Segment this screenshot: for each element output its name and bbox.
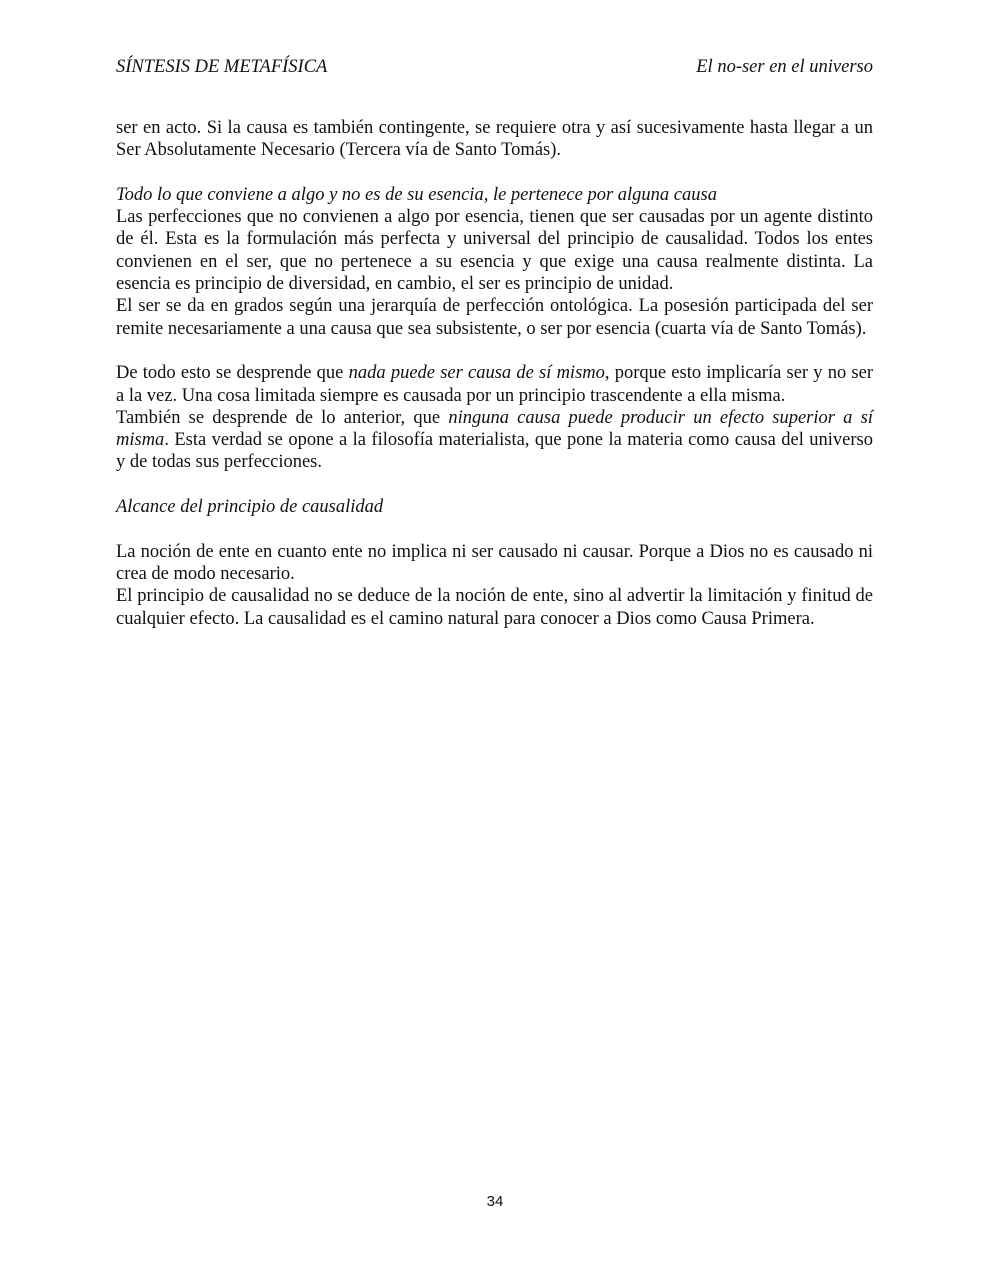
page-body xyxy=(116,117,873,630)
section-heading-alcance: Alcance del principio de causalidad xyxy=(116,497,384,518)
paragraph-7: El principio de causalidad no se deduce de la noción de ente, sino al advertir la limitación y finitud de cualquier efecto. La causalidad es el camino natural para conocer a Dios como Causa Primera. xyxy=(116,586,873,629)
paragraph-5-emphasis: ninguna causa puede producir un efecto superior a sí misma xyxy=(116,407,873,451)
header-chapter-title: El no-ser en el universo xyxy=(696,57,873,77)
paragraph-2: Las perfecciones que no convienen a algo por esencia, tienen que ser causadas por un agente distinto de él. Esta es la formulación más perfecta y universal del principio de causalidad. Todos los entes convienen en el ser, que no pertenece a su esencia y que exige una causa realmente distinta. La esencia es principio de diversidad, en cambio, el ser es principio de unidad. xyxy=(116,207,873,295)
paragraph-1: ser en acto. Si la causa es también contingente, se requiere otra y así sucesivamente hasta llegar a un Ser Absolutamente Necesario (Tercera vía de Santo Tomás). xyxy=(116,118,873,161)
section-heading-causa: Todo lo que conviene a algo y no es de su esencia, le pertenece por alguna causa xyxy=(116,184,717,205)
paragraph-4 xyxy=(116,362,873,407)
paragraph-4-emphasis: nada puede ser causa de sí mismo xyxy=(348,363,605,384)
paragraph-3: El ser se da en grados según una jerarquía de perfección ontológica. La posesión participada del ser remite necesariamente a una causa que sea subsistente, o ser por esencia (cuarta vía de Santo Tomás). xyxy=(116,296,873,339)
running-header xyxy=(116,57,873,83)
header-book-title: SÍNTESIS DE METAFÍSICA xyxy=(116,57,328,77)
paragraph-5 xyxy=(116,407,873,474)
paragraph-4-text-a: De todo esto se desprende que xyxy=(116,363,349,384)
page-number: 34 xyxy=(486,1193,504,1210)
paragraph-4-text-c: , porque esto implicaría ser y no ser a la vez. Una cosa limitada siempre es causada por un principio trascendente a ella misma. xyxy=(116,363,873,406)
paragraph-5-text-c: . Esta verdad se opone a la filosofía materialista, que pone la materia como causa del universo y de todas sus perfecciones. xyxy=(116,430,873,473)
paragraph-6: La noción de ente en cuanto ente no implica ni ser causado ni causar. Porque a Dios no es causado ni crea de modo necesario. xyxy=(116,541,873,584)
paragraph-5-text-a: También se desprende de lo anterior, que xyxy=(116,407,449,428)
